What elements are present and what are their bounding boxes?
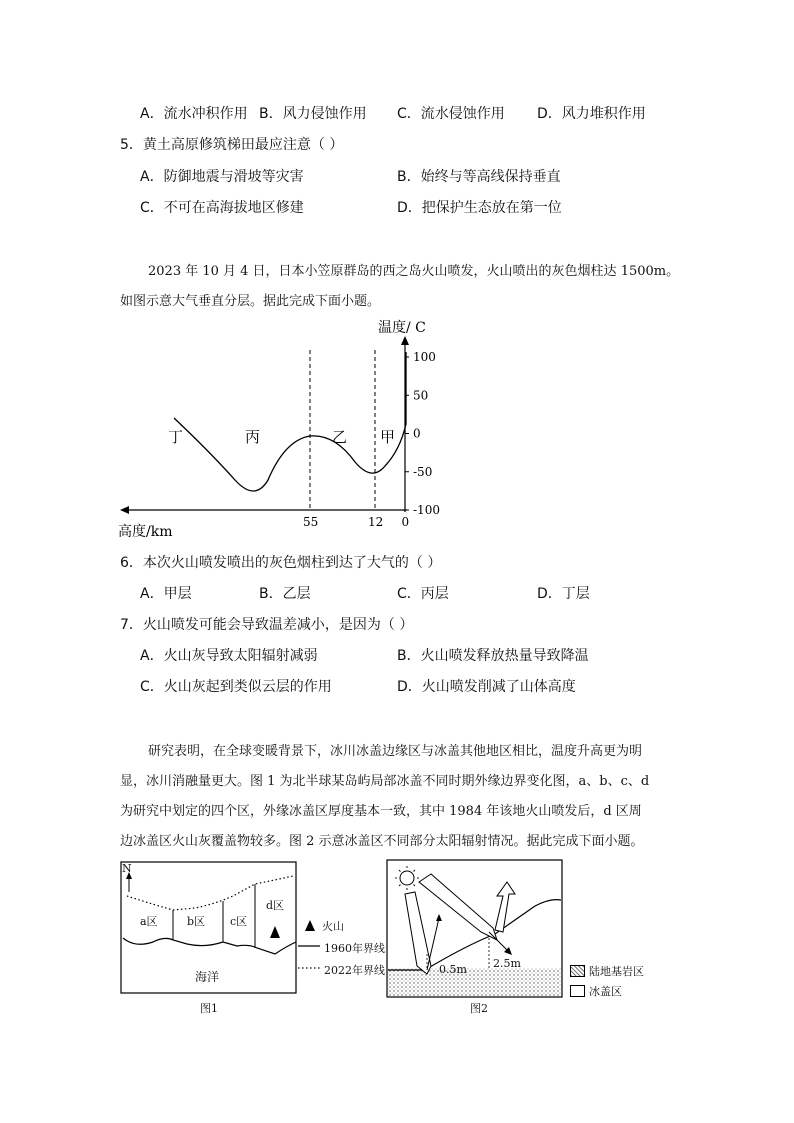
legend-volcano-label: 火山 (322, 920, 344, 933)
temperature-curve (174, 352, 406, 491)
x-axis-arrow (120, 506, 129, 514)
q5-option-b: B．始终与等高线保持垂直 (397, 169, 561, 185)
ocean-label: 海洋 (195, 970, 220, 984)
q6-option-c: C．丙层 (397, 586, 449, 602)
passage2-line1: 研究表明，在全球变暖背景下，冰川冰盖边缘区与冰盖其他地区相比，温度升高更为明 (148, 744, 643, 759)
zone-a-label: a区 (140, 915, 158, 928)
layer-label: 乙 (332, 428, 348, 446)
q7-option-d: D．火山喷发削减了山体高度 (397, 679, 576, 695)
q6-stem: 6．本次火山喷发喷出的灰色烟柱到达了大气的（ ） (120, 555, 442, 571)
q5-option-a: A．防御地震与滑坡等灾害 (140, 169, 304, 185)
atmosphere-chart (110, 312, 450, 542)
q6-option-d: D．丁层 (537, 586, 590, 602)
q7-option-c: C．火山灰起到类似云层的作用 (140, 679, 332, 695)
north-label: N (122, 862, 132, 875)
passage2-line3: 为研究中划定的四个区，外缘冰盖区厚度基本一致，其中 1984 年该地火山喷发后，d 区周 (120, 804, 642, 819)
layer-label: 丙 (245, 428, 261, 446)
zone-b-label: b区 (187, 915, 206, 928)
passage1-line2: 如图示意大气垂直分层。据此完成下面小题。 (120, 294, 381, 309)
x-tick-label: 0 (401, 515, 410, 529)
depth-2-5m-label: 2.5m (493, 957, 521, 970)
passage2-line4: 边冰盖区火山灰覆盖物较多。图 2 示意冰盖区不同部分太阳辐射情况。据此完成下面小题。 (120, 834, 644, 849)
zone-d-label: d区 (266, 899, 285, 912)
q4-option-a: A．流水冲积作用 (140, 106, 248, 122)
x-axis-label: 高度/km (118, 524, 173, 540)
legend-bedrock-label: 陆地基岩区 (589, 965, 644, 978)
y-tick-label: -50 (413, 464, 433, 479)
y-tick-label: 50 (413, 388, 429, 403)
passage1-line1: 2023 年 10 月 4 日，日本小笠原群岛的西之岛火山喷发，火山喷出的灰色烟柱达 1500m。 (148, 264, 680, 279)
q4-option-c: C．流水侵蚀作用 (397, 106, 505, 122)
x-tick-label: 55 (303, 515, 319, 529)
legend-1960-label: 1960年界线 (324, 942, 385, 955)
y-axis-arrow (401, 336, 409, 345)
q4-option-d: D．风力堆积作用 (537, 106, 646, 122)
q7-stem: 7．火山喷发可能会导致温差减小，是因为（ ） (120, 617, 414, 633)
legend-ice-label: 冰盖区 (589, 985, 622, 998)
figure1-caption: 图1 (200, 1002, 218, 1015)
y-axis-label: 温度/ C (378, 320, 426, 336)
figure2-diagram (385, 858, 565, 1000)
volcano-icon (270, 926, 280, 938)
y-tick-label: 100 (413, 350, 436, 364)
q5-option-c: C．不可在高海拔地区修建 (140, 200, 304, 216)
ice-legend-swatch (570, 985, 585, 997)
q7-option-b: B．火山喷发释放热量导致降温 (397, 648, 589, 664)
q5-stem: 5．黄土高原修筑梯田最应注意（ ） (120, 137, 344, 153)
sun-icon (400, 871, 414, 885)
y-tick-label: -100 (413, 503, 440, 517)
passage2-line2: 显，冰川消融量更大。图 1 为北半球某岛屿局部冰盖不同时期外缘边界变化图，a、b、c、d (120, 774, 650, 789)
y-tick-label: 0 (413, 426, 421, 441)
layer-label: 甲 (380, 428, 396, 446)
q7-option-a: A．火山灰导致太阳辐射减弱 (140, 648, 318, 664)
depth-0-5m-label: 0.5m (439, 963, 467, 976)
legend-2022-label: 2022年界线 (324, 964, 385, 977)
figure1-map (115, 858, 400, 1020)
bedrock-legend-swatch (570, 965, 585, 977)
zone-c-label: c区 (230, 915, 248, 928)
volcano-legend-icon (305, 920, 315, 931)
layer-label: 丁 (168, 428, 184, 446)
q6-option-a: A．甲层 (140, 586, 192, 602)
q5-option-d: D．把保护生态放在第一位 (397, 200, 562, 216)
x-tick-label: 12 (368, 515, 384, 529)
q4-option-b: B．风力侵蚀作用 (259, 106, 367, 122)
q6-option-b: B．乙层 (259, 586, 311, 602)
figure2-caption: 图2 (470, 1002, 488, 1015)
